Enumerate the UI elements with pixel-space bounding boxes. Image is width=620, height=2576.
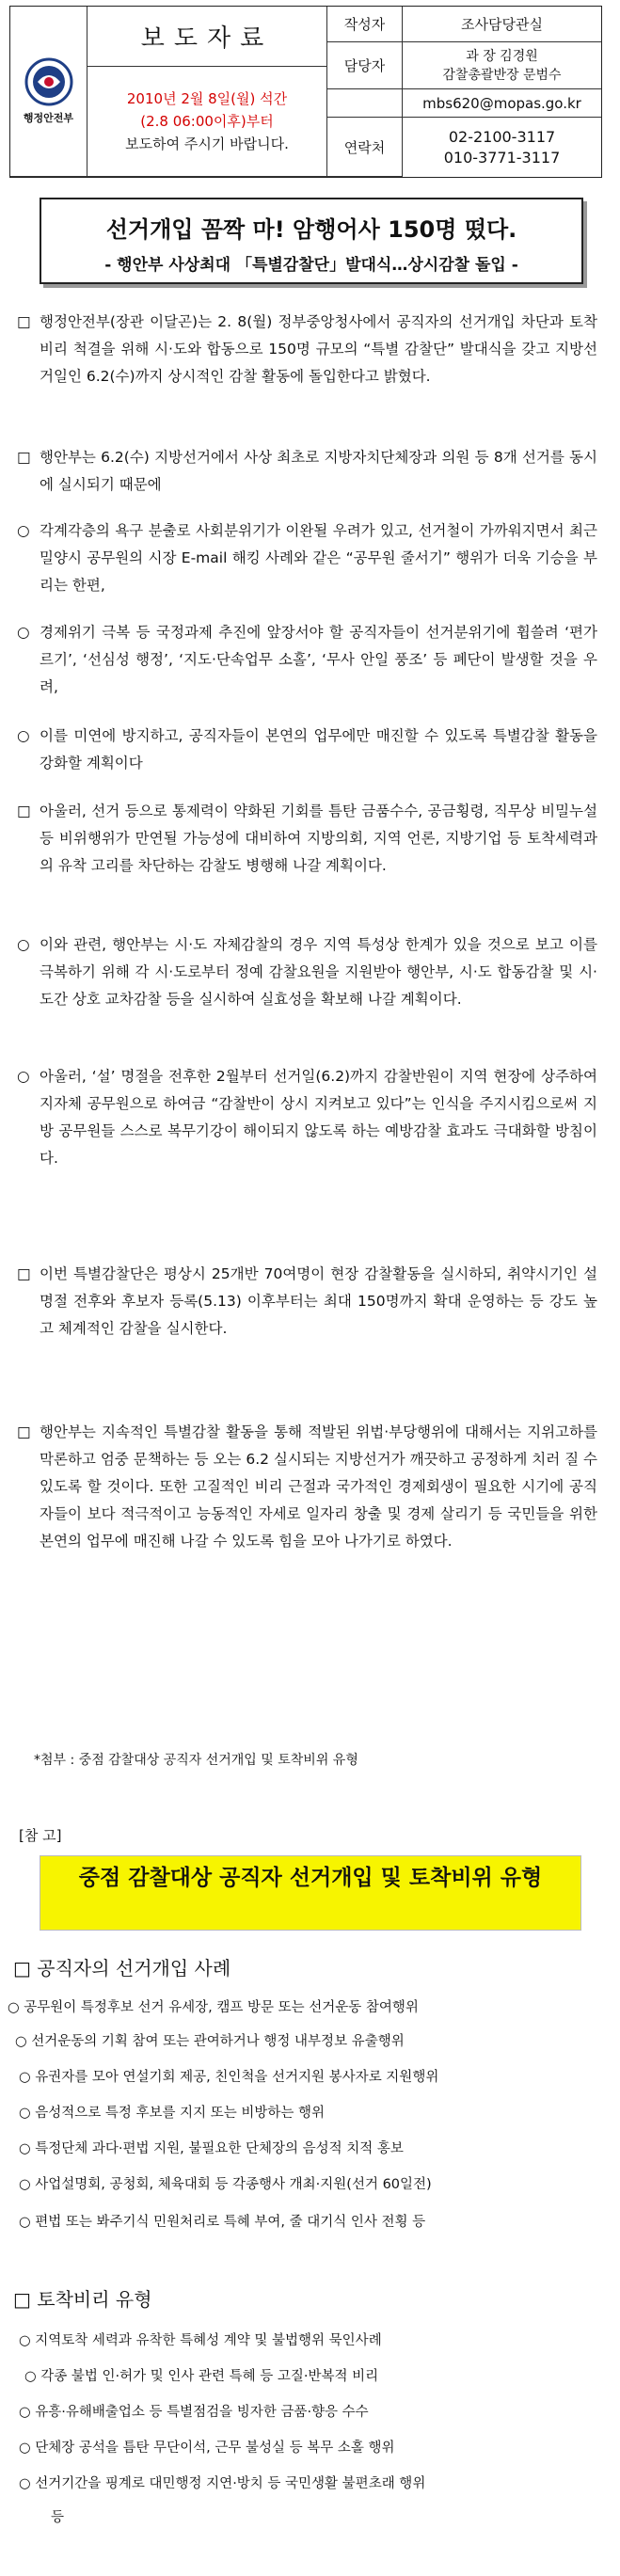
- contact-email[interactable]: mbs620@mopas.go.kr: [403, 89, 601, 118]
- list-item: ○ 각종 불법 인·허가 및 인사 관련 특혜 등 고질·반복적 비리: [24, 2369, 379, 2384]
- reference-title-banner: 중점 감찰대상 공직자 선거개입 및 토착비위 유형: [40, 1855, 581, 1931]
- contact-phones: [403, 118, 601, 177]
- headline-box: [40, 198, 583, 284]
- list-item: ○ 선거운동의 기획 참여 또는 관여하거나 행정 내부정보 유출행위: [15, 2034, 405, 2049]
- paragraph-4: ○ 경제위기 극복 등 국정과제 추진에 앞장서야 할 공직자들이 선거분위기에 휩쓸려 ‘편가르기’, ‘선심성 행정’, ‘지도·단속업무 소홀’, ‘무사 안일 풍조’ 등 폐단이 발생할 것을 우려,: [19, 619, 597, 701]
- headline-title: 선거개입 꼼짝 마! 암행어사 150명 떴다.: [105, 216, 517, 243]
- list-item: ○ 지역토착 세력과 유착한 특혜성 계약 및 불법행위 묵인사례: [19, 2333, 382, 2348]
- release-date: [87, 67, 327, 177]
- phone-mobile: 010-3771-3117: [443, 148, 561, 167]
- circle-bullet-icon: ○: [19, 2476, 31, 2491]
- circle-bullet-icon: ○: [19, 2333, 31, 2348]
- paragraph-10: □ 행안부는 지속적인 특별감찰 활동을 통해 적발된 위법·부당행위에 대해서는 지위고하를 막론하고 엄중 문책하는 등 오는 6.2 실시되는 지방선거가 깨끗하고 공정하게 치러 질 수 있도록 할 것이다. 또한 고질적인 비리 근절과 국가적인 경제회생이 필요한 시기에 공직자들이 보다 적극적이고 능동적인 자세로 일자리 창출 및 경제 살리기 등 국민들을 위한 본연의 업무에 매진해 나갈 수 있도록 힘을 모아 나가기로 하였다.: [19, 1419, 597, 1555]
- contact-value: [403, 42, 601, 89]
- ministry-emblem-icon: [24, 57, 73, 106]
- circle-bullet-icon: ○: [24, 2369, 37, 2384]
- circle-bullet-icon: ○: [19, 2215, 31, 2230]
- press-release-header: [9, 6, 602, 178]
- circle-bullet-icon: ○: [8, 2000, 20, 2015]
- attachment-note: *첨부 : 중점 감찰대상 공직자 선거개입 및 토착비위 유형: [34, 1753, 358, 1768]
- paragraph-2: □ 행안부는 6.2(수) 지방선거에서 사상 최초로 지방자치단체장과 의원 등 8개 선거를 동시에 실시되기 때문에: [19, 444, 597, 499]
- contact-label: 담당자: [327, 42, 403, 89]
- list-item: ○ 편법 또는 봐주기식 민원처리로 특혜 부여, 줄 대기식 인사 전횡 등: [19, 2215, 426, 2230]
- contact-name: 과 장 김경원: [466, 48, 538, 64]
- list-item: ○ 음성적으로 특정 후보를 지지 또는 비방하는 행위: [19, 2106, 326, 2121]
- section-election-intervention-title: □ 공직자의 선거개입 사례: [13, 1957, 231, 1980]
- author-label: 작성자: [327, 7, 403, 42]
- circle-bullet-icon: ○: [15, 2034, 27, 2049]
- paragraph-1: □ 행정안전부(장관 이달곤)는 2. 8(월) 정부중앙청사에서 공직자의 선거개입 차단과 토착비리 척결을 위해 시·도와 합동으로 150명 규모의 “특별 감찰단” 발대식을 갖고 지방선거일인 6.2(수)까지 상시적인 감찰 활동에 돌입한다고 밝혔다.: [19, 309, 597, 390]
- circle-bullet-icon: ○: [19, 2070, 31, 2085]
- square-bullet-icon: □: [17, 449, 31, 466]
- circle-bullet-icon: ○: [19, 2441, 31, 2456]
- headline-subtitle: - 행안부 사상최대 「특별감찰단」발대식…상시감찰 돌입 -: [104, 256, 518, 275]
- circle-bullet-icon: ○: [17, 936, 30, 953]
- list-item: ○ 공무원이 특정후보 선거 유세장, 캠프 방문 또는 선거운동 참여행위: [8, 2000, 419, 2015]
- square-bullet-icon: □: [17, 1265, 31, 1282]
- paragraph-7: ○ 이와 관련, 행안부는 시·도 자체감찰의 경우 지역 특성상 한계가 있을 것으로 보고 이를 극복하기 위해 각 시·도로부터 정예 감찰요원을 지원받아 행안부, 시·도 합동감찰 및 시·도간 상호 교차감찰 등을 실시하여 실효성을 확보해 나갈 계획이다.: [19, 931, 597, 1013]
- release-date-line3: 보도하여 주시기 바랍니다.: [125, 135, 289, 152]
- list-item: ○ 사업설명회, 공청회, 체육대회 등 각종행사 개최·지원(선거 60일전): [19, 2177, 432, 2192]
- list-item: ○ 단체장 공석을 틈탄 무단이석, 근무 불성실 등 복무 소홀 행위: [19, 2441, 395, 2456]
- square-bullet-icon: □: [17, 313, 31, 330]
- email-label-cell: [327, 89, 403, 118]
- release-date-line1: 2010년 2월 8일(월) 석간: [126, 90, 288, 107]
- circle-bullet-icon: ○: [17, 727, 30, 744]
- paragraph-6: □ 아울러, 선거 등으로 통제력이 약화된 기회를 틈탄 금품수수, 공금횡령, 직무상 비밀누설 등 비위행위가 만연될 가능성에 대비하여 지방의회, 지역 언론, 지방기업 등 토착세력과의 유착 고리를 차단하는 감찰도 병행해 나갈 계획이다.: [19, 798, 597, 880]
- square-bullet-icon: □: [17, 803, 31, 819]
- phone-office: 02-2100-3117: [448, 127, 556, 146]
- circle-bullet-icon: ○: [19, 2106, 31, 2121]
- circle-bullet-icon: ○: [17, 522, 30, 539]
- paragraph-9: □ 이번 특별감찰단은 평상시 25개반 70여명이 현장 감찰활동을 실시하되, 취약시기인 설 명절 전후와 후보자 등록(5.13) 이후부터는 최대 150명까지 확대 운영하는 등 강도 높고 체계적인 감찰을 실시한다.: [19, 1261, 597, 1343]
- circle-bullet-icon: ○: [19, 2141, 31, 2156]
- square-bullet-icon: □: [17, 1423, 31, 1440]
- list-item-continuation: 등: [51, 2510, 65, 2525]
- square-bullet-icon: □: [13, 2288, 31, 2311]
- list-item: ○ 특정단체 과다·편법 지원, 불필요한 단체장의 음성적 치적 홍보: [19, 2141, 404, 2156]
- circle-bullet-icon: ○: [17, 1068, 30, 1085]
- doc-type-title: 보도자료: [87, 7, 327, 67]
- author-value: 조사담당관실: [403, 7, 601, 42]
- contact-role: 감찰총괄반장 문범수: [442, 67, 562, 83]
- list-item: ○ 유흥·유해배출업소 등 특별점검을 빙자한 금품·향응 수수: [19, 2405, 369, 2420]
- phone-label: 연락처: [327, 118, 403, 177]
- list-item: ○ 유권자를 모아 연설기회 제공, 친인척을 선거지원 봉사자로 지원행위: [19, 2070, 439, 2085]
- paragraph-5: ○ 이를 미연에 방지하고, 공직자들이 본연의 업무에만 매진할 수 있도록 특별감찰 활동을 강화할 계획이다: [19, 723, 597, 777]
- section-local-corruption-title: □ 토착비리 유형: [13, 2288, 152, 2311]
- circle-bullet-icon: ○: [19, 2177, 31, 2192]
- paragraph-8: ○ 아울러, ‘설’ 명절을 전후한 2월부터 선거일(6.2)까지 감찰반원이 지역 현장에 상주하여 지자체 공무원으로 하여금 “감찰반이 상시 지켜보고 있다”는 인식을 주지시킴으로써 지방 공무원들 스스로 복무기강이 해이되지 않도록 하는 예방감찰 효과도 극대화할 방침이다.: [19, 1063, 597, 1172]
- reference-label: [참 고]: [19, 1827, 62, 1844]
- logo-text: 행정안전부: [23, 112, 74, 124]
- circle-bullet-icon: ○: [17, 624, 30, 641]
- paragraph-3: ○ 각계각층의 욕구 분출로 사회분위기가 이완될 우려가 있고, 선거철이 가까워지면서 최근 밀양시 공무원의 시장 E-mail 해킹 사례와 같은 “공무원 줄서기” 행위가 더욱 기승을 부리는 한편,: [19, 517, 597, 599]
- list-item: ○ 선거기간을 핑계로 대민행정 지연·방치 등 국민생활 불편초래 행위: [19, 2476, 426, 2491]
- ministry-logo: [10, 7, 87, 177]
- square-bullet-icon: □: [13, 1957, 31, 1980]
- release-date-line2: (2.8 06:00이후)부터: [140, 113, 274, 130]
- circle-bullet-icon: ○: [19, 2405, 31, 2420]
